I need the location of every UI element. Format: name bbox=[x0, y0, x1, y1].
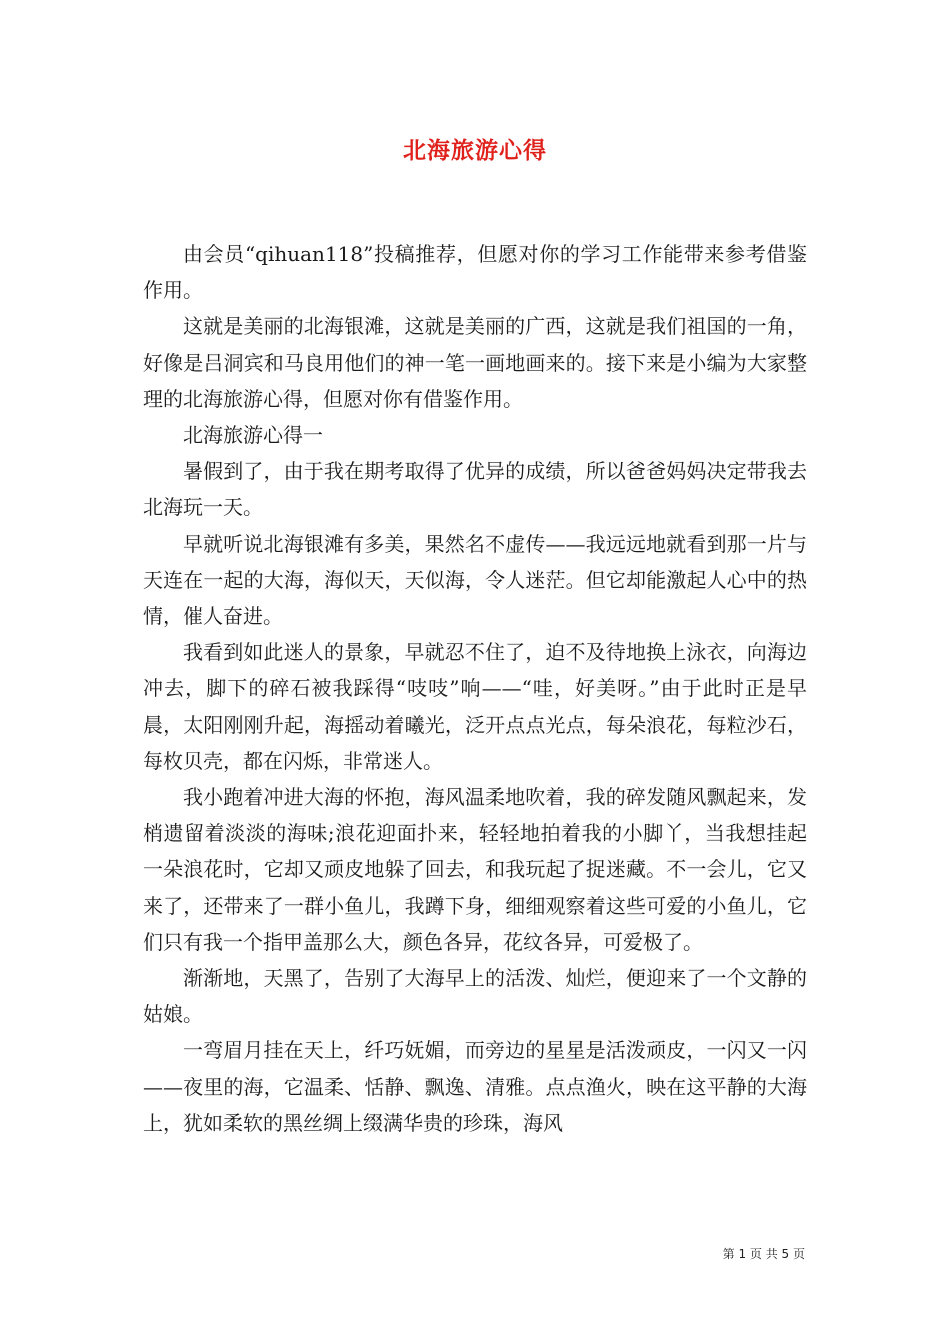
paragraph: 一弯眉月挂在天上，纤巧妩媚，而旁边的星星是活泼顽皮，一闪又一闪——夜里的海，它温柔、恬静、飘逸、清雅。点点渔火，映在这平静的大海上，犹如柔软的黑丝绸上缀满华贵的珍珠，海风 bbox=[143, 1038, 807, 1135]
paragraph-preface: 这就是美丽的北海银滩，这就是美丽的广西，这就是我们祖国的一角，好像是吕洞宾和马良用他们的神一笔一画地画来的。接下来是小编为大家整理的北海旅游心得，但愿对你有借鉴作用。 bbox=[143, 314, 807, 411]
page-number-footer: 第 1 页 共 5 页 bbox=[722, 1247, 805, 1261]
page-title: 北海旅游心得 bbox=[403, 138, 547, 164]
paragraph: 我小跑着冲进大海的怀抱，海风温柔地吹着，我的碎发随风飘起来，发梢遗留着淡淡的海味;浪花迎面扑来，轻轻地拍着我的小脚丫，当我想挂起一朵浪花时，它却又顽皮地躲了回去，和我玩起了捉迷藏。不一会儿，它又来了，还带来了一群小鱼儿，我蹲下身，细细观察着这些可爱的小鱼儿，它们只有我一个指甲盖那么大，颜色各异，花纹各异，可爱极了。 bbox=[143, 785, 807, 954]
paragraph: 我看到如此迷人的景象，早就忍不住了，迫不及待地换上泳衣，向海边冲去，脚下的碎石被我踩得“吱吱”响——“哇，好美呀。”由于此时正是早晨，太阳刚刚升起，海摇动着曦光，泛开点点光点，每朵浪花，每粒沙石，每枚贝壳，都在闪烁，非常迷人。 bbox=[143, 640, 807, 773]
paragraph-intro: 由会员“qihuan118”投稿推荐，但愿对你的学习工作能带来参考借鉴作用。 bbox=[143, 242, 807, 303]
paragraph: 暑假到了，由于我在期考取得了优异的成绩，所以爸爸妈妈决定带我去北海玩一天。 bbox=[143, 459, 807, 520]
paragraph: 早就听说北海银滩有多美，果然名不虚传——我远远地就看到那一片与天连在一起的大海，海似天，天似海，令人迷茫。但它却能激起人心中的热情，催人奋进。 bbox=[143, 531, 807, 629]
document-body bbox=[143, 236, 807, 1141]
section-heading: 北海旅游心得一 bbox=[183, 423, 323, 448]
paragraph: 渐渐地，天黑了，告别了大海早上的活泼、灿烂，便迎来了一个文静的姑娘。 bbox=[143, 966, 807, 1027]
